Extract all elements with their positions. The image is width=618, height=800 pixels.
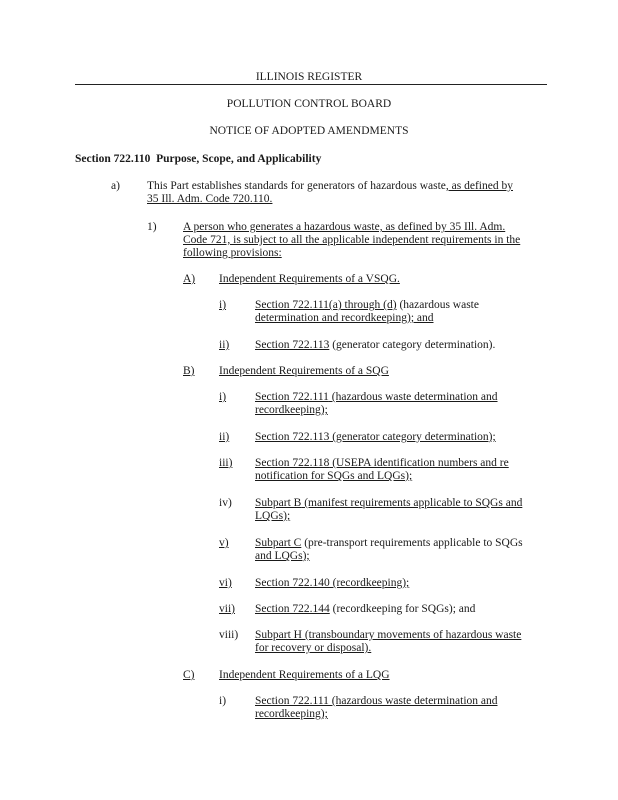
subpara-C-title: Independent Requirements of a LQG <box>219 669 390 681</box>
B-iii-label: iii) <box>219 457 233 469</box>
B-ii-label: ii) <box>219 431 230 443</box>
C-i-line2: recordkeeping); <box>255 708 328 720</box>
para-1-line1: A person who generates a hazardous waste, as defined by 35 Ill. Adm. <box>183 221 506 233</box>
B-i-desc: (hazardous waste determination and <box>328 391 498 403</box>
A-i-ref: Section 722.111(a) through (d) <box>255 299 397 311</box>
B-vii-line <box>255 603 475 616</box>
B-viii-label: viii) <box>219 629 239 641</box>
B-v-label: v) <box>219 537 229 549</box>
B-v-line2: and LQGs); <box>255 550 310 562</box>
subpara-B-title: Independent Requirements of a SQG <box>219 365 389 377</box>
subpara-C-label: C) <box>183 669 195 681</box>
B-iv-ref: Subpart B <box>255 497 302 509</box>
B-iii-desc: (USEPA identification numbers and re <box>329 457 509 469</box>
B-iv-line1 <box>255 497 522 510</box>
section-heading <box>75 153 321 166</box>
para-a-label: a) <box>111 180 120 192</box>
A-i-line2: determination and recordkeeping); and <box>255 312 434 324</box>
para-1-line3: following provisions: <box>183 247 282 259</box>
B-i-line2: recordkeeping); <box>255 404 328 416</box>
board-title: POLLUTION CONTROL BOARD <box>226 98 392 110</box>
C-i-label: i) <box>219 695 227 707</box>
B-i-line1 <box>255 391 498 404</box>
para-a-text: This Part establishes standards for generators of hazardous waste <box>147 180 446 192</box>
B-v-ref: Subpart C <box>255 537 302 549</box>
para-1-line2: Code 721, is subject to all the applicable independent requirements in the <box>183 234 521 246</box>
A-i-desc: (hazardous waste <box>396 299 479 311</box>
section-title: Purpose, Scope, and Applicability <box>156 153 322 165</box>
subpara-B-label: B) <box>183 365 195 377</box>
B-vii-desc: (recordkeeping for SQGs); and <box>329 603 476 615</box>
B-iii-line1 <box>255 457 509 470</box>
header-rule <box>75 84 547 85</box>
B-viii-line2: for recovery or disposal). <box>255 642 372 654</box>
subpara-A-label: A) <box>183 273 196 285</box>
para-1-label: 1) <box>147 221 157 233</box>
A-i-line1 <box>255 299 479 312</box>
para-a-line1 <box>147 180 513 193</box>
para-a-amended: , as defined by <box>445 180 513 192</box>
notice-title: NOTICE OF ADOPTED AMENDMENTS <box>209 125 409 137</box>
B-i-label: i) <box>219 391 227 403</box>
B-iv-label: iv) <box>219 497 232 509</box>
B-v-desc: (pre-transport requirements applicable to SQGs <box>301 537 523 549</box>
B-i-ref: Section 722.111 <box>255 391 329 403</box>
A-ii-line <box>255 339 495 352</box>
para-a-line2: 35 Ill. Adm. Code 720.110. <box>147 193 273 205</box>
B-vi-line: Section 722.140 (recordkeeping); <box>255 577 410 589</box>
A-ii-ref: Section 722.113 <box>255 339 330 351</box>
B-v-line1 <box>255 537 523 550</box>
A-i-label: i) <box>219 299 227 311</box>
register-title: ILLINOIS REGISTER <box>255 71 363 83</box>
C-i-line1: Section 722.111 (hazardous waste determination and <box>255 695 498 707</box>
B-iii-ref: Section 722.118 <box>255 457 330 469</box>
B-iv-line2: LQGs); <box>255 510 291 522</box>
B-vii-label: vii) <box>219 603 235 615</box>
subpara-A-title: Independent Requirements of a VSQG. <box>219 273 400 285</box>
A-ii-desc: (generator category determination). <box>329 339 496 351</box>
B-ii-line: Section 722.113 (generator category determination); <box>255 431 496 443</box>
B-vii-ref: Section 722.144 <box>255 603 330 615</box>
B-viii-line1: Subpart H (transboundary movements of hazardous waste <box>255 629 522 641</box>
section-number: Section 722.110 <box>75 153 151 165</box>
B-iv-desc: (manifest requirements applicable to SQGs and <box>301 497 523 509</box>
B-vi-label: vi) <box>219 577 232 589</box>
B-iii-line2: notification for SQGs and LQGs); <box>255 470 413 482</box>
A-ii-label: ii) <box>219 339 230 351</box>
